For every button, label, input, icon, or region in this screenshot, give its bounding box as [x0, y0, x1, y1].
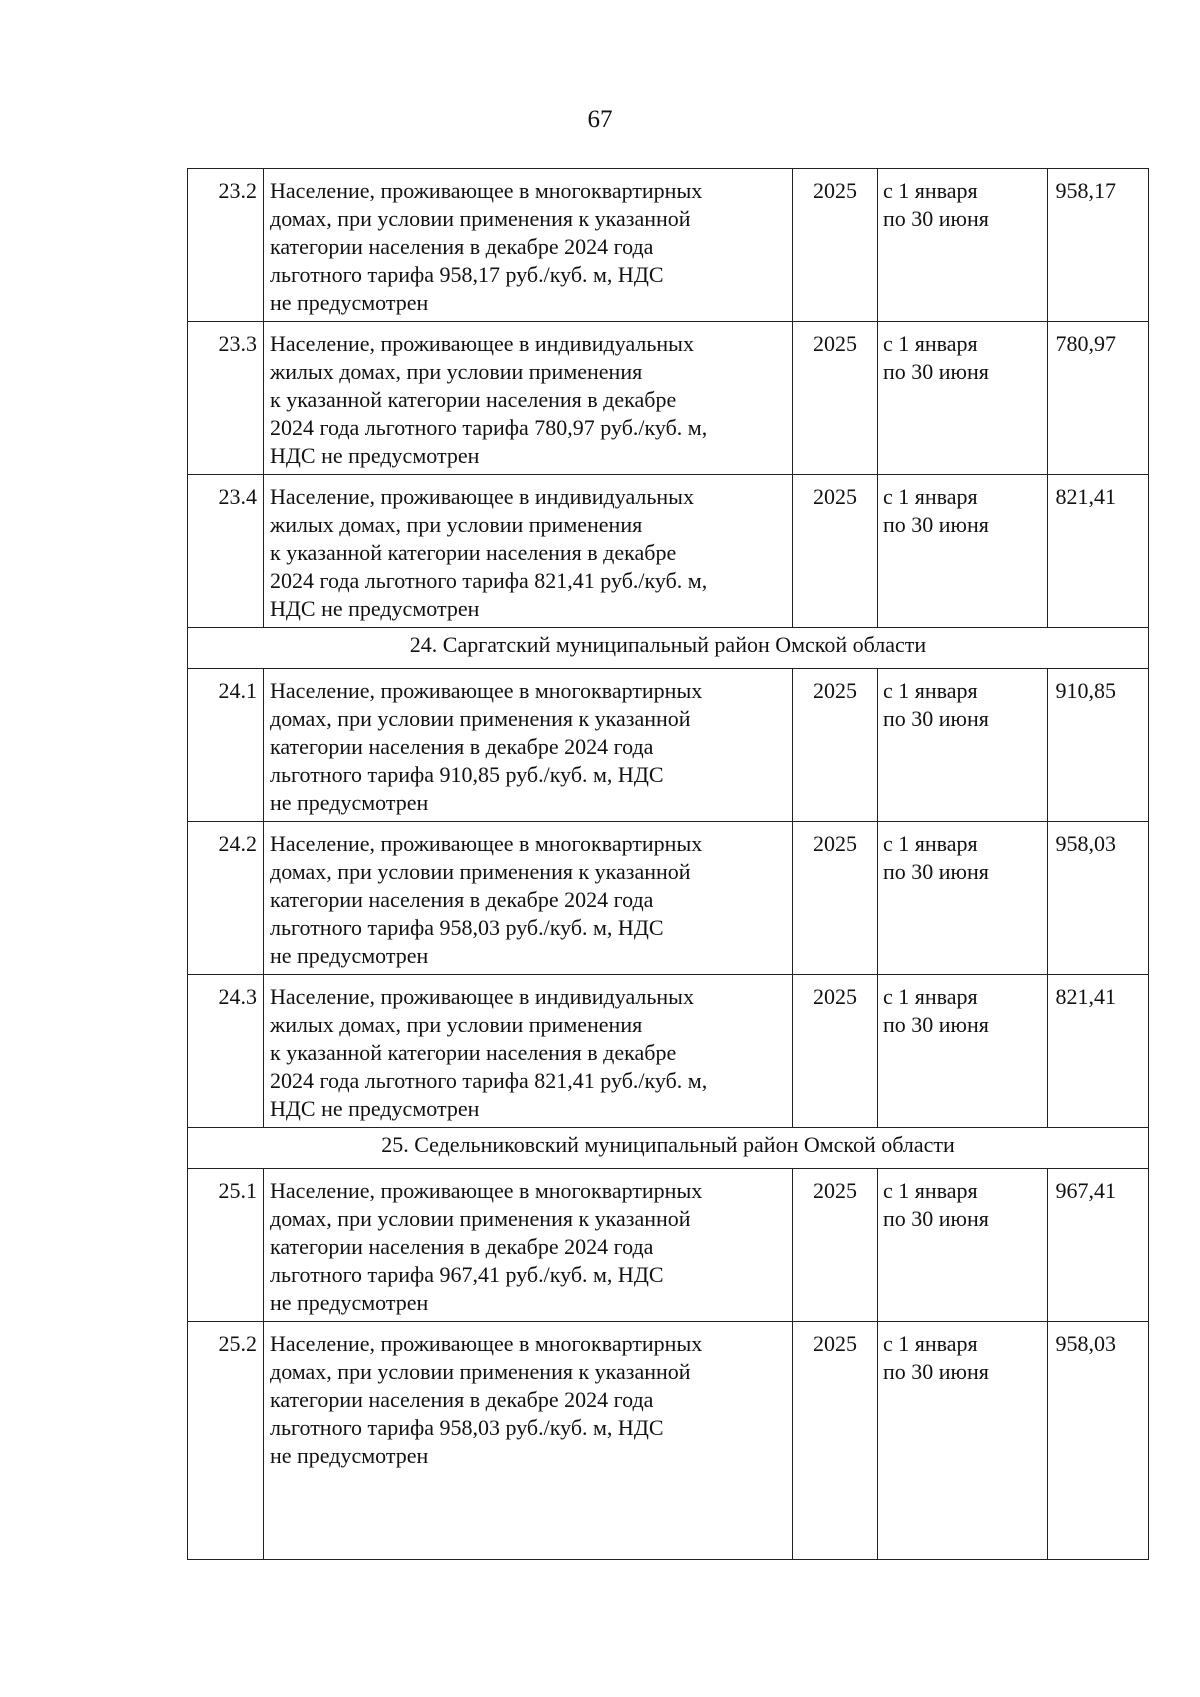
page-number: 67 — [587, 106, 613, 133]
tariff-value: 821,41 — [1048, 475, 1149, 628]
description-line: к указанной категории населения в декабре — [270, 540, 677, 565]
description-line: домах, при условии применения к указанной — [270, 1206, 691, 1231]
period-line: по 30 июня — [883, 1012, 989, 1037]
section-header-row — [188, 628, 1149, 669]
description-line: не предусмотрен — [270, 943, 429, 968]
year: 2025 — [793, 322, 878, 475]
item-number: 23.2 — [188, 169, 264, 322]
period-line: по 30 июня — [883, 706, 989, 731]
description-line: Население, проживающее в многоквартирных — [270, 1178, 703, 1203]
consumer-category-description — [264, 1322, 793, 1560]
tariff-value: 910,85 — [1048, 669, 1149, 822]
year: 2025 — [793, 822, 878, 975]
description-line: к указанной категории населения в декабре — [270, 1040, 677, 1065]
item-number: 24.1 — [188, 669, 264, 822]
description-line: Население, проживающее в многоквартирных — [270, 831, 703, 856]
description-line: льготного тарифа 958,03 руб./куб. м, НДС — [270, 915, 664, 940]
description-line: жилых домах, при условии применения — [270, 1012, 643, 1037]
validity-period — [878, 975, 1048, 1128]
item-number: 24.2 — [188, 822, 264, 975]
tariff-value: 958,17 — [1048, 169, 1149, 322]
tariff-value: 958,03 — [1048, 822, 1149, 975]
consumer-category-description — [264, 822, 793, 975]
description-line: Население, проживающее в многоквартирных — [270, 678, 703, 703]
consumer-category-description — [264, 1169, 793, 1322]
description-line: не предусмотрен — [270, 1290, 429, 1315]
year: 2025 — [793, 475, 878, 628]
tariff-value: 958,03 — [1048, 1322, 1149, 1560]
tariff-row — [188, 669, 1149, 822]
tariff-row — [188, 1322, 1149, 1560]
description-line: НДС не предусмотрен — [270, 443, 480, 468]
tariff-table — [187, 168, 1149, 1560]
validity-period — [878, 475, 1048, 628]
period-line: с 1 января — [883, 331, 978, 356]
description-line: домах, при условии применения к указанной — [270, 206, 691, 231]
section-header-row — [188, 1128, 1149, 1169]
period-line: с 1 января — [883, 831, 978, 856]
item-number: 24.3 — [188, 975, 264, 1128]
period-line: по 30 июня — [883, 512, 989, 537]
period-line: с 1 января — [883, 984, 978, 1009]
description-line: к указанной категории населения в декабре — [270, 387, 677, 412]
year: 2025 — [793, 669, 878, 822]
period-line: с 1 января — [883, 1178, 978, 1203]
description-line: 2024 года льготного тарифа 821,41 руб./куб. м, — [270, 1068, 708, 1093]
year: 2025 — [793, 1169, 878, 1322]
tariff-row — [188, 169, 1149, 322]
description-line: льготного тарифа 958,03 руб./куб. м, НДС — [270, 1415, 664, 1440]
consumer-category-description — [264, 322, 793, 475]
description-line: не предусмотрен — [270, 290, 429, 315]
description-line: домах, при условии применения к указанной — [270, 706, 691, 731]
tariff-value: 780,97 — [1048, 322, 1149, 475]
validity-period — [878, 822, 1048, 975]
validity-period — [878, 1322, 1048, 1560]
consumer-category-description — [264, 975, 793, 1128]
period-line: с 1 января — [883, 484, 978, 509]
period-line: по 30 июня — [883, 359, 989, 384]
period-line: по 30 июня — [883, 1206, 989, 1231]
description-line: Население, проживающее в индивидуальных — [270, 331, 694, 356]
item-number: 23.3 — [188, 322, 264, 475]
description-line: домах, при условии применения к указанной — [270, 1359, 691, 1384]
consumer-category-description — [264, 169, 793, 322]
validity-period — [878, 1169, 1048, 1322]
item-number: 25.2 — [188, 1322, 264, 1560]
description-line: категории населения в декабре 2024 года — [270, 887, 654, 912]
description-line: жилых домах, при условии применения — [270, 512, 643, 537]
tariff-row — [188, 822, 1149, 975]
description-line: Население, проживающее в индивидуальных — [270, 484, 694, 509]
section-title: 25. Седельниковский муниципальный район Омской области — [188, 1128, 1149, 1169]
period-line: с 1 января — [883, 1331, 978, 1356]
tariff-value: 821,41 — [1048, 975, 1149, 1128]
tariff-table-body — [188, 169, 1149, 1560]
validity-period — [878, 669, 1048, 822]
description-line: жилых домах, при условии применения — [270, 359, 643, 384]
description-line: категории населения в декабре 2024 года — [270, 1387, 654, 1412]
description-line: 2024 года льготного тарифа 780,97 руб./куб. м, — [270, 415, 708, 440]
year: 2025 — [793, 975, 878, 1128]
description-line: Население, проживающее в индивидуальных — [270, 984, 694, 1009]
validity-period — [878, 169, 1048, 322]
description-line: льготного тарифа 967,41 руб./куб. м, НДС — [270, 1262, 664, 1287]
validity-period — [878, 322, 1048, 475]
year: 2025 — [793, 169, 878, 322]
tariff-row — [188, 322, 1149, 475]
tariff-row — [188, 475, 1149, 628]
description-line: 2024 года льготного тарифа 821,41 руб./куб. м, — [270, 568, 708, 593]
description-line: категории населения в декабре 2024 года — [270, 234, 654, 259]
period-line: с 1 января — [883, 178, 978, 203]
description-line: льготного тарифа 910,85 руб./куб. м, НДС — [270, 762, 664, 787]
tariff-row — [188, 1169, 1149, 1322]
consumer-category-description — [264, 669, 793, 822]
description-line: НДС не предусмотрен — [270, 1096, 480, 1121]
period-line: по 30 июня — [883, 859, 989, 884]
tariff-row — [188, 975, 1149, 1128]
description-line: категории населения в декабре 2024 года — [270, 1234, 654, 1259]
period-line: по 30 июня — [883, 206, 989, 231]
year: 2025 — [793, 1322, 878, 1560]
item-number: 25.1 — [188, 1169, 264, 1322]
description-line: не предусмотрен — [270, 1443, 429, 1468]
section-title: 24. Саргатский муниципальный район Омской области — [188, 628, 1149, 669]
period-line: с 1 января — [883, 678, 978, 703]
description-line: НДС не предусмотрен — [270, 596, 480, 621]
description-line: не предусмотрен — [270, 790, 429, 815]
consumer-category-description — [264, 475, 793, 628]
description-line: категории населения в декабре 2024 года — [270, 734, 654, 759]
description-line: Население, проживающее в многоквартирных — [270, 1331, 703, 1356]
tariff-value: 967,41 — [1048, 1169, 1149, 1322]
description-line: льготного тарифа 958,17 руб./куб. м, НДС — [270, 262, 664, 287]
period-line: по 30 июня — [883, 1359, 989, 1384]
description-line: Население, проживающее в многоквартирных — [270, 178, 703, 203]
item-number: 23.4 — [188, 475, 264, 628]
description-line: домах, при условии применения к указанной — [270, 859, 691, 884]
